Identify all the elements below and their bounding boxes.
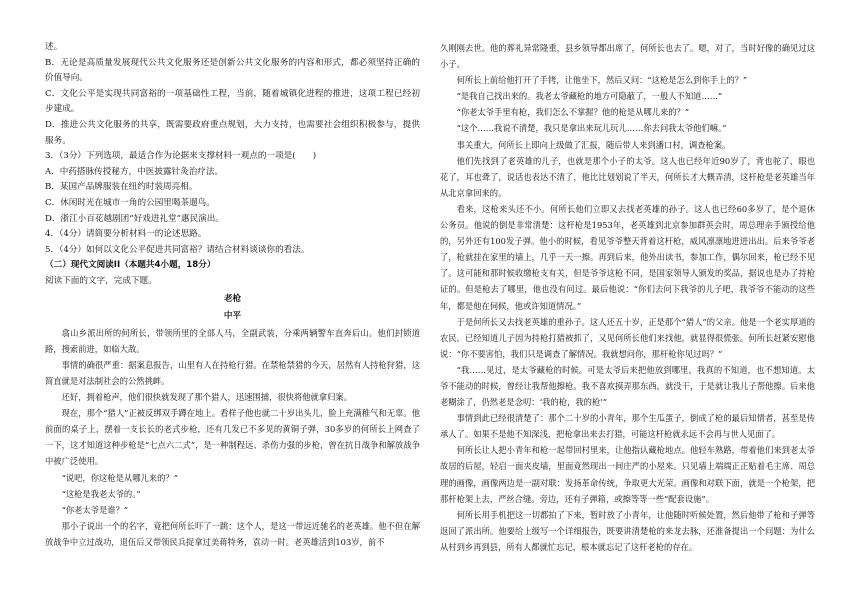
question-5: 5．（4分）如何以文化公平促进共同富裕？请结合材料谈谈你的看法。 bbox=[45, 244, 310, 255]
story-paragraph: 事情到此已经很清楚了：那个二十岁的小青年，那个生瓜蛋子，倒成了枪的最后知情者，甚至是传承人了。如果不是他不知深浅，把枪拿出来去打猎，可能这杆枪就永远不会再与世人见面了。 bbox=[440, 413, 815, 440]
story-paragraph: “这个……我说不清楚，我只是拿出来玩儿玩儿……你去问我太爷他们嘛。” bbox=[456, 123, 727, 134]
story-paragraph: “我……见过，是太爷藏枪的时候。可是太爷后来把他放到哪里，我真的不知道，也不想知道。太爷不能动的时候，曾经让我帮他擦枪。我不喜欢摸弄那东西，就没干，于是就让我儿子帮他擦。后来他老糊涂了，仍然老是念叨：‘我的枪，我的枪’” bbox=[440, 364, 815, 408]
reading-instruction: 阅读下面的文字，完成下题。 bbox=[45, 275, 157, 286]
story-left bbox=[45, 325, 420, 550]
story-paragraph: 看来，这枪来头还不小。何所长他们立即又去找老英雄的孙子。这人也已经60多岁了，是个退休公务员。他说的倒是非常清楚：这杆枪是1953年，老英雄到北京参加群英会时，周总理亲手颁授给他的，另外还有100发子弹。他小的时候，看见爷爷整天背着这杆枪，威风凛凛地进进出出。后来爷爷老了，枪就挂在家里的墙上，几乎一天一擦。再到后来，他外出读书，参加工作，偶尔回来，枪已经不见了。这可能和那时候收缴枪支有关，但是爷爷这枪不同，是国家领导人颁发的奖品，据说也是办了持枪证的。但是枪去了哪里，他也没有问过。最后他说：“你们去问下我爷的儿子吧，我爷爷不能动的这些年，都是他在伺候，他或许知道情况。” bbox=[440, 203, 815, 311]
story-title: 老枪 bbox=[223, 293, 242, 304]
section-heading: （二）现代文阅读II（本题共4小题，18分） bbox=[45, 260, 216, 271]
story-paragraph: 翕山乡派出所的何所长，带领所里的全部人马，全副武装，分乘两辆警车直奔后山。他们封锁道路，搜索前进，如临大敌。 bbox=[45, 327, 420, 354]
q3-option-d: D．浙江小百花越剧团“好戏进礼堂”惠民演出。 bbox=[45, 213, 224, 224]
fragment-text: 述。 bbox=[45, 42, 63, 52]
story-paragraph: “是我自己找出来的。我老太爷藏枪的地方可隐蔽了，一般人不知道……” bbox=[456, 91, 723, 102]
q2-option-d: D．推进公共文化服务的共享，既需要政府重点规划，大力支持，也需要社会组织积极参与，提供服务。 bbox=[45, 119, 420, 146]
question-4: 4．（4分）请简要分析材料一的论述思路。 bbox=[45, 229, 207, 240]
story-paragraph: 现在，那个“猎人”正被反绑双手蹲在地上。看样子他也就二十岁出头儿，脸上充满稚气和无辜。他前面的桌子上，摆着一支长长的老式步枪，还有几发已不多见的黄铜子弹，30多岁的何所长上网查了一下，这才知道这种步枪是“七点六二式”，是一种制程远、杀伤力强的步枪，曾在抗日战争和解放战争中被广泛使用。 bbox=[45, 408, 420, 467]
story-paragraph: “你老太爷手里有枪，我们怎么不掌握？他的枪是从哪儿来的？” bbox=[456, 107, 690, 118]
right-column bbox=[440, 40, 815, 555]
story-paragraph: 那小子说出一个的名字，竟把何所长吓了一跳：这个人，是这一带远近驰名的老英雄。他不但在解放战争中立过战功，退伍后又带领民兵捉拿过美蒋特务，袁动一时。老英雄活到103岁，前不 bbox=[45, 520, 420, 547]
q3-option-a: A．中药搭脉传授秘方，中医披露针灸治疗法。 bbox=[45, 166, 224, 177]
story-paragraph: “这枪是我老太爷的。” bbox=[61, 488, 141, 499]
story-paragraph: “说吧，你这枪是从哪儿来的？” bbox=[61, 472, 178, 483]
q2-option-b: B．无论是高质量发展现代公共文化服务还是创新公共文化服务的内容和形式，都必须坚持正确的价值导向。 bbox=[45, 57, 420, 84]
story-paragraph: 事情的确很严重：据案息报告，山里有人在持枪行猎。在禁枪禁猎的今天，居然有人持枪狩猎，这简直就是对法制社会的公然挑衅。 bbox=[45, 359, 420, 386]
story-author: 中平 bbox=[223, 311, 242, 322]
q2-option-c: C．文化公平是实现共同富裕的一项基础性工程，当前，随着城镇化进程的推进，这项工程已经初步建成。 bbox=[45, 88, 420, 115]
story-paragraph: 他们先找到了老英雄的儿子，也就是那个小子的太爷。这人也已经年近90岁了，背也驼了，眼也花了，耳也聋了，说话也表达不清了，他比比划划说了半天，何所长才大概弄清，这杆枪是老英雄当年从北京拿回来的。 bbox=[440, 155, 815, 198]
story-paragraph: 事关重大，何所长上即向上级做了汇报，随后带人来到潘口村，调查枪案。 bbox=[456, 139, 731, 150]
q3-option-b: B．某国产品牌服装在纽约时装周亮相。 bbox=[45, 182, 198, 193]
left-column bbox=[45, 40, 420, 550]
story-paragraph: 何所长让人把小青年和枪一起带回村里来，让他指认藏枪地点。他轻车熟路，带着他们来到老太爷故居的后屋，轻启一面夹皮墙，里面竟然现出一间庄严的小屋来。只见墙上端端正正贴着毛主席、周总理的画像，画像两边是一副对联：发扬革命传统，争取更大光荣。画像和对联下面，就是一个枪架，把那杆枪架上去，严丝合缝。旁边，还有子弹箱，或擦等等一些“配套设施”。 bbox=[440, 445, 815, 504]
q3-option-c: C．休闲时光在城市一角的公园里喝茶遛鸟。 bbox=[45, 197, 215, 208]
question-3: 3．（3分）下列选项，最适合作为论据来支撑材料一观点的一项是( ) bbox=[45, 151, 317, 162]
story-paragraph: 久刚刚去世。他的葬礼异常隆重，县乡领导都出席了，何所长也去了。嗯，对了，当时好像的确见过这小子。 bbox=[440, 43, 815, 70]
story-paragraph: 何所长上前给他打开了手铐，让他坐下，然后又问：“这枪是怎么到你手上的？” bbox=[456, 75, 748, 86]
story-paragraph: “你老太爷是谁？” bbox=[61, 504, 129, 515]
story-paragraph: 何所长用手机把这一切都拍了下来，暂时放了小青年，让他随时听候处置，然后他带了枪和子弹等返回了派出所。他要给上级写一个详细报告，既要讲清楚枪的来龙去脉，还准备提出一个问题：为什么从村到乡再到县，所有人都就忙忘记，根本就忘记了这杆老枪的存在。 bbox=[440, 509, 815, 552]
story-paragraph: 于是何所长又去找老英雄的重孙子。这人还五十岁，正是那个“猎人”的父亲。他是一个老实厚道的农民，已经知道儿子因为持枪打猎被抓了，又见何所长他们来找他，就显得很慌张。何所长赶紧安慰他说：“你不要害怕，我们只是调查了解情况。我就想问你，那杆枪你见过吗？” bbox=[440, 316, 815, 359]
story-paragraph: 还好，拥着枪声，他们很快就发现了那个猎人，迅速围捕，很快将他就拿归案。 bbox=[61, 392, 352, 403]
